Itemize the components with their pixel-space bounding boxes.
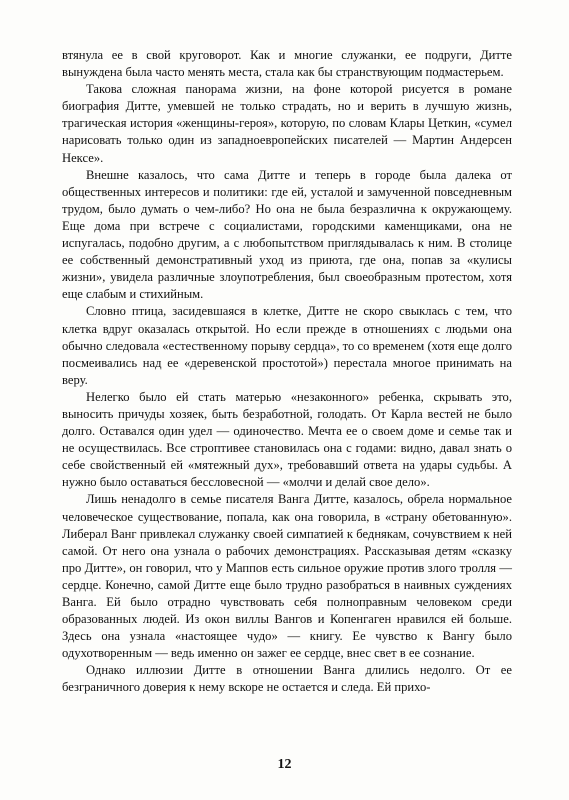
- paragraph-outwardly: Внешне казалось, что сама Дитте и теперь в городе была далека от общественных интересов и политики: где ей, усталой и замученной повседневным трудом, было думать о чем-либо? Но она не была безразлична к окружающему. Еще дома при встрече с социалистами, городскими каменщиками, она не испугалась, подобно другим, а с любопытством приглядывалась к ним. В столице ее собственный демонстративный уход из приюта, где она, попав за «кулисы жизни», увидела различные злоупотребления, был своеобразным протестом, хотя еще слабым и стихийным.: [62, 167, 512, 302]
- paragraph-mother: Нелегко было ей стать матерью «незаконного» ребенка, скрывать это, выносить причуды хозяек, быть безработной, голодать. От Карла вестей не было долго. Оставался один удел — одиночество. Мечта ее о своем доме и семье так и не осуществилась. Все строптивее становилась она с годами: видно, давал знать о себе свойственный ей «мятежный дух», требовавший ответа на удары судьбы. А нужно было оставаться бессловесной — «молчи и делай свое дело».: [62, 389, 512, 490]
- paragraph-bird-cage: Словно птица, засидевшаяся в клетке, Дитте не скоро свыклась с тем, что клетка вдруг оказалась открытой. Но если прежде в отношениях с людьми она обычно следовала «естественному порыву сердца», то со временем (хотя еще долго посмеивались над ее «деревенской простотой») перестала многое принимать на веру.: [62, 304, 512, 387]
- page-number: 12: [277, 757, 292, 772]
- paragraph-illusions: Однако иллюзии Дитте в отношении Ванга длились недолго. От ее безграничного доверия к нему вскоре не остается и следа. Ей прихо-: [62, 663, 512, 695]
- paragraph-vang-family: Лишь ненадолго в семье писателя Ванга Дитте, казалось, обрела нормальное человеческое существование, попала, как она говорила, в «страну обетованную». Либерал Ванг привлекал служанку своей симпатией к беднякам, сочувствием к ней самой. От него она узнала о рабочих демонстрациях. Рассказывая детям «сказку про Дитте», он говорил, что у Маппов есть сильное оружие против злого тролля — сердце. Конечно, самой Дитте еще было трудно разобраться в наивных суждениях Ванга. Ей было отрадно чувствовать себя полноправным человеком среди образованных людей. Из окон виллы Вангов и Копенгаген нравился ей больше. Здесь она узнала «настоящее чудо» — книгу. Ее чувство к Вангу было одухотворенным — ведь именно он зажег ее сердце, внес свет в ее сознание.: [62, 492, 512, 661]
- paragraph-continuation: втянула ее в свой круговорот. Как и многие служанки, ее подруги, Дитте вынуждена была часто менять места, стала как бы странствующим подмастерьем.: [62, 48, 512, 80]
- body-text: [62, 47, 512, 697]
- paragraph-panorama: Такова сложная панорама жизни, на фоне которой рисуется в романе биография Дитте, умевшей не только страдать, но и верить в лучшую жизнь, трагическая история «женщины-героя», которую, по словам Клары Цеткин, «сумел нарисовать только один из западноевропейских писателей — Мартин Андерсен Нексе».: [62, 82, 512, 165]
